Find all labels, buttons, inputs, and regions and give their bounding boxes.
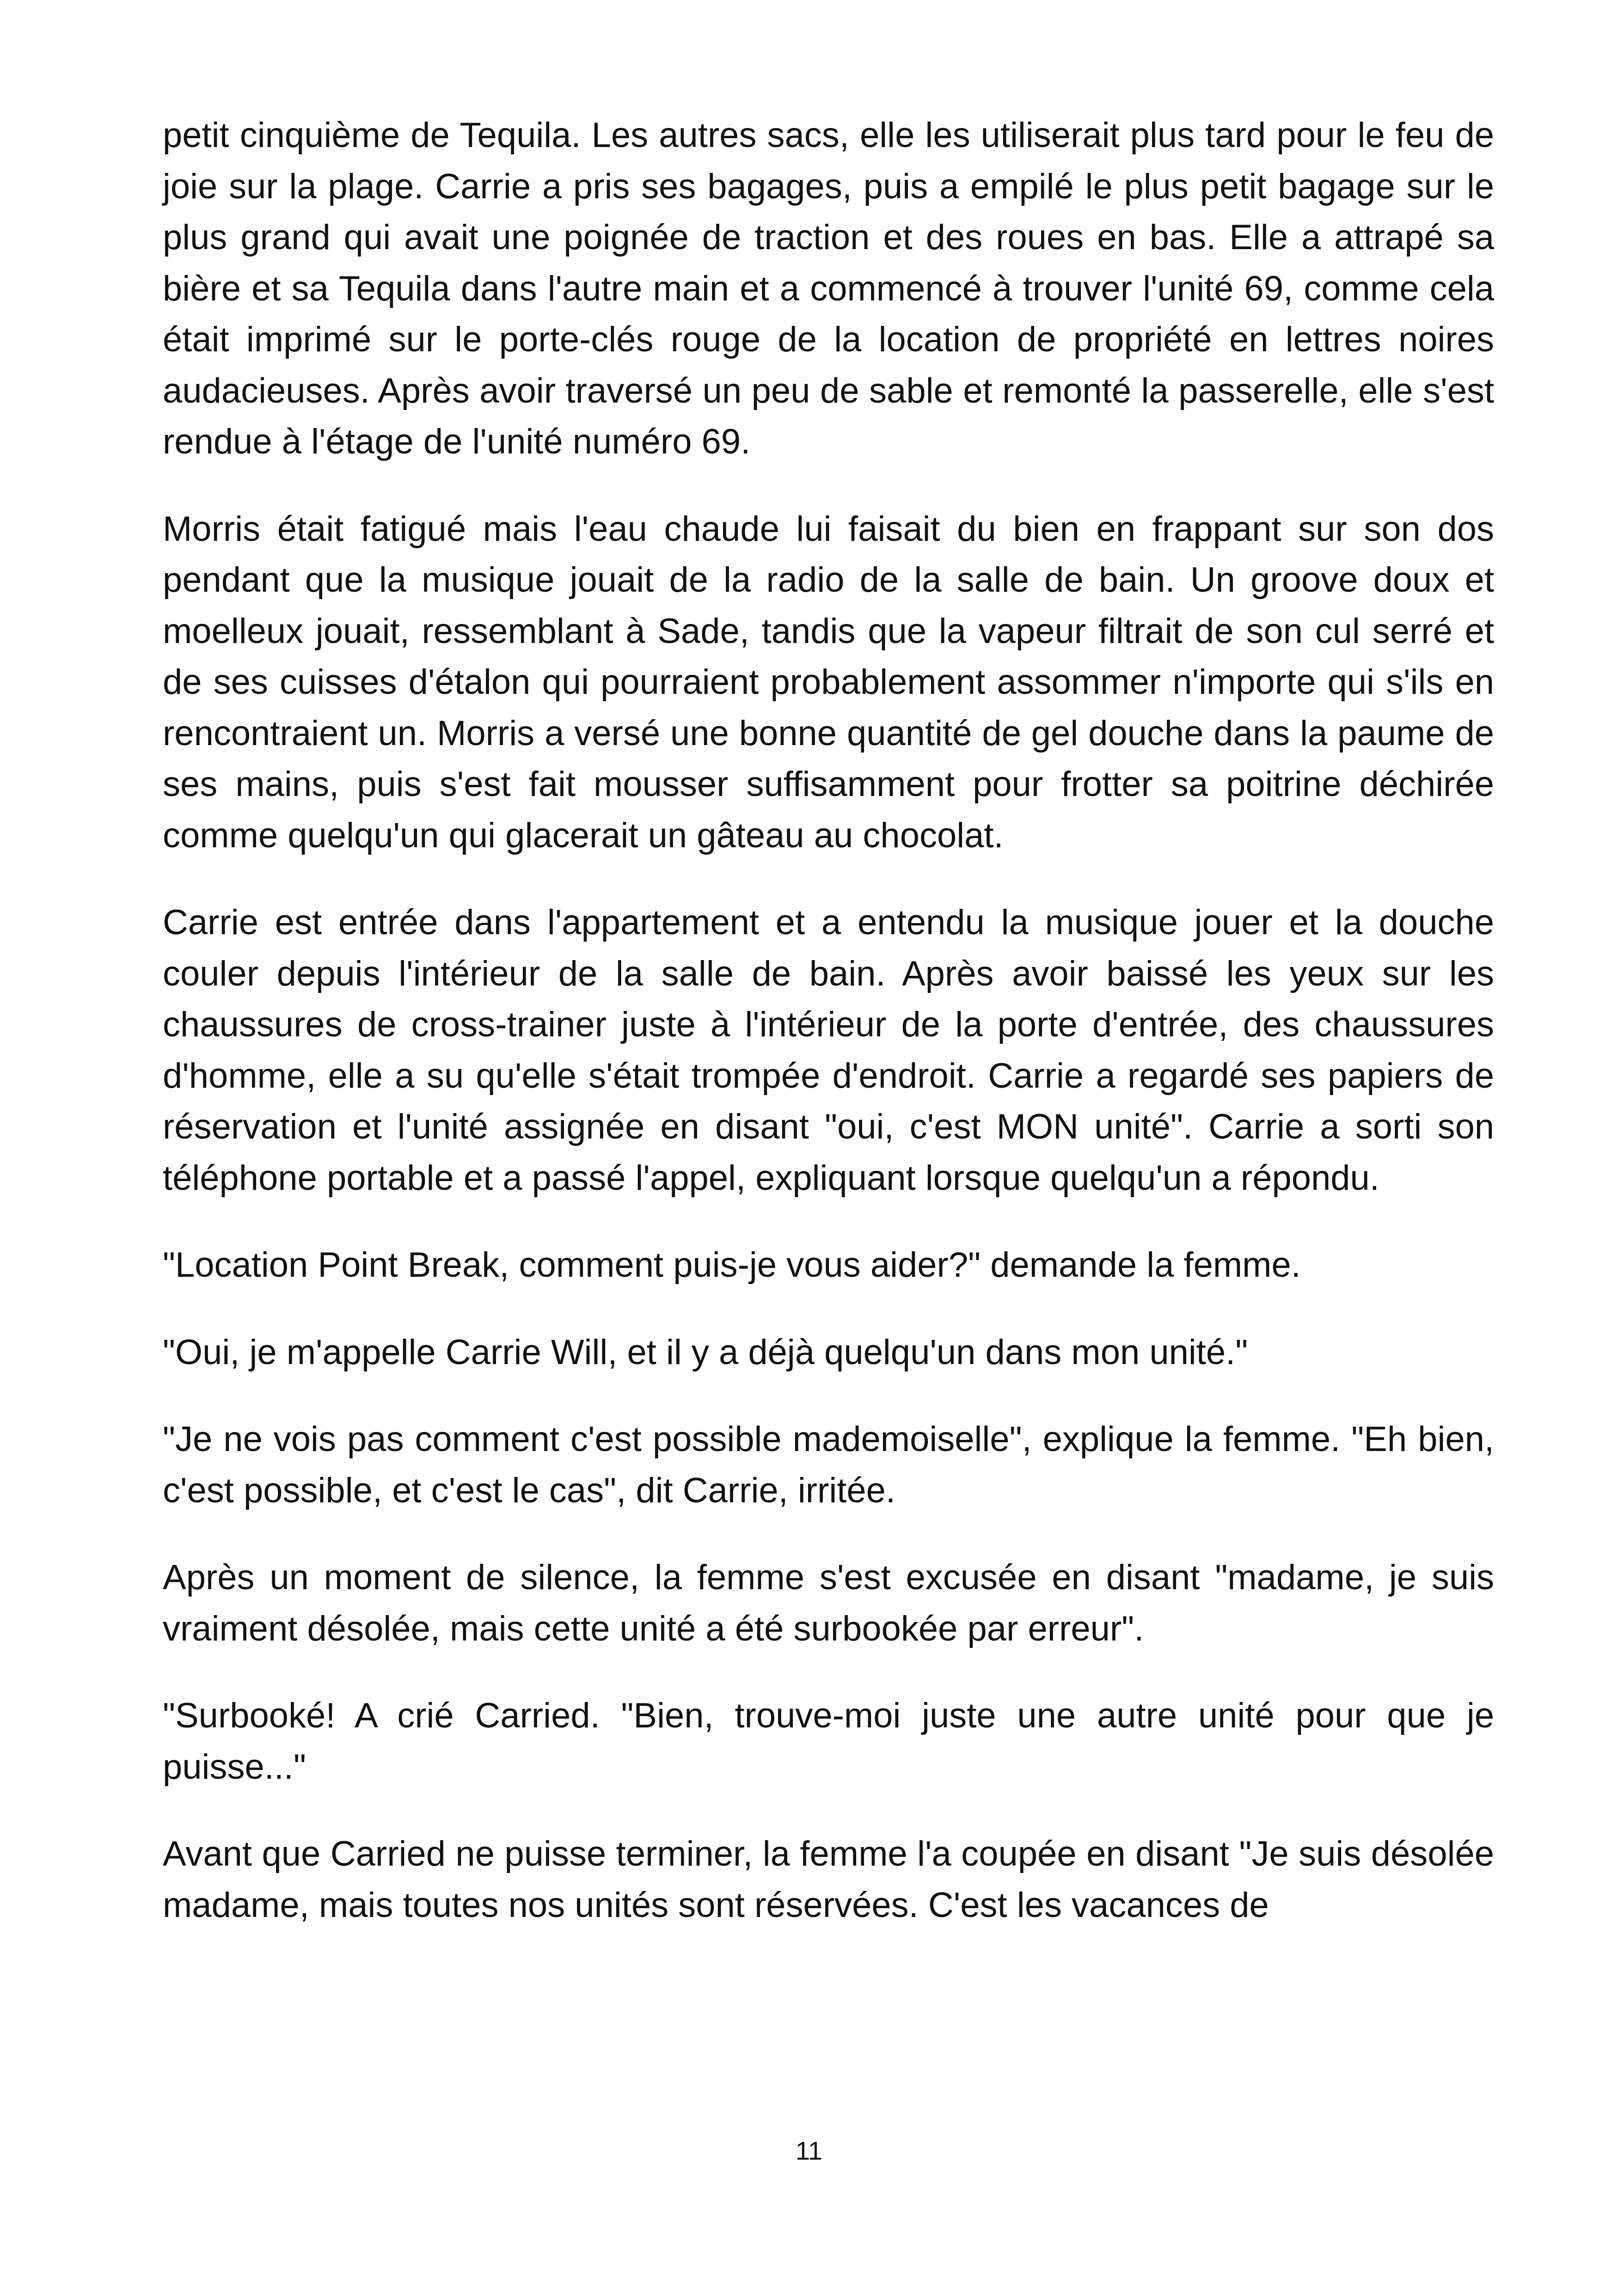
paragraph-4: "Location Point Break, comment puis-je vous aider?" demande la femme. [163, 1245, 1301, 1285]
paragraph-5: "Oui, je m'appelle Carrie Will, et il y a déjà quelqu'un dans mon unité." [163, 1332, 1248, 1372]
page-number: 11 [795, 2136, 823, 2165]
paragraph-9: Avant que Carried ne puisse terminer, la femme l'a coupée en disant "Je suis désolée madame, mais toutes nos unités sont réservées. C'est les vacances de [163, 1834, 1494, 1925]
paragraph-6: "Je ne vois pas comment c'est possible mademoiselle", explique la femme. "Eh bien, c'est possible, et c'est le cas", dit Carrie, irritée. [163, 1420, 1494, 1510]
paragraph-2: Morris était fatigué mais l'eau chaude lui faisait du bien en frappant sur son dos pendant que la musique jouait de la radio de la salle de bain. Un groove doux et moelleux jouait, ressemblant à Sade, tandis que la vapeur filtrait de son cul serré et de ses cuisses d'étalon qui pourraient probablement assommer n'importe qui s'ils en rencontraient un. Morris a versé une bonne quantité de gel douche dans la paume de ses mains, puis s'est fait mousser suffisamment pour frotter sa poitrine déchirée comme quelqu'un qui glacerait un gâteau au chocolat. [163, 509, 1494, 855]
paragraph-1: petit cinquième de Tequila. Les autres sacs, elle les utiliserait plus tard pour le feu de joie sur la plage. Carrie a pris ses bagages, puis a empilé le plus petit bagage sur le plus grand qui avait une poignée de traction et des roues en bas. Elle a attrapé sa bière et sa Tequila dans l'autre main et a commencé à trouver l'unité 69, comme cela était imprimé sur le porte-clés rouge de la location de propriété en lettres noires audacieuses. Après avoir traversé un peu de sable et remonté la passerelle, elle s'est rendue à l'étage de l'unité numéro 69. [163, 116, 1494, 461]
body-text [163, 110, 1494, 1967]
paragraph-8: "Surbooké! A crié Carried. "Bien, trouve-moi juste une autre unité pour que je puisse..." [163, 1696, 1494, 1787]
paragraph-3: Carrie est entrée dans l'appartement et a entendu la musique jouer et la douche couler depuis l'intérieur de la salle de bain. Après avoir baissé les yeux sur les chaussures de cross-trainer juste à l'intérieur de la porte d'entrée, des chaussures d'homme, elle a su qu'elle s'était trompée d'endroit. Carrie a regardé ses papiers de réservation et l'unité assignée en disant "oui, c'est MON unité". Carrie a sorti son téléphone portable et a passé l'appel, expliquant lorsque quelqu'un a répondu. [163, 903, 1494, 1198]
paragraph-7: Après un moment de silence, la femme s'est excusée en disant "madame, je suis vraiment désolée, mais cette unité a été surbookée par erreur". [163, 1558, 1494, 1648]
